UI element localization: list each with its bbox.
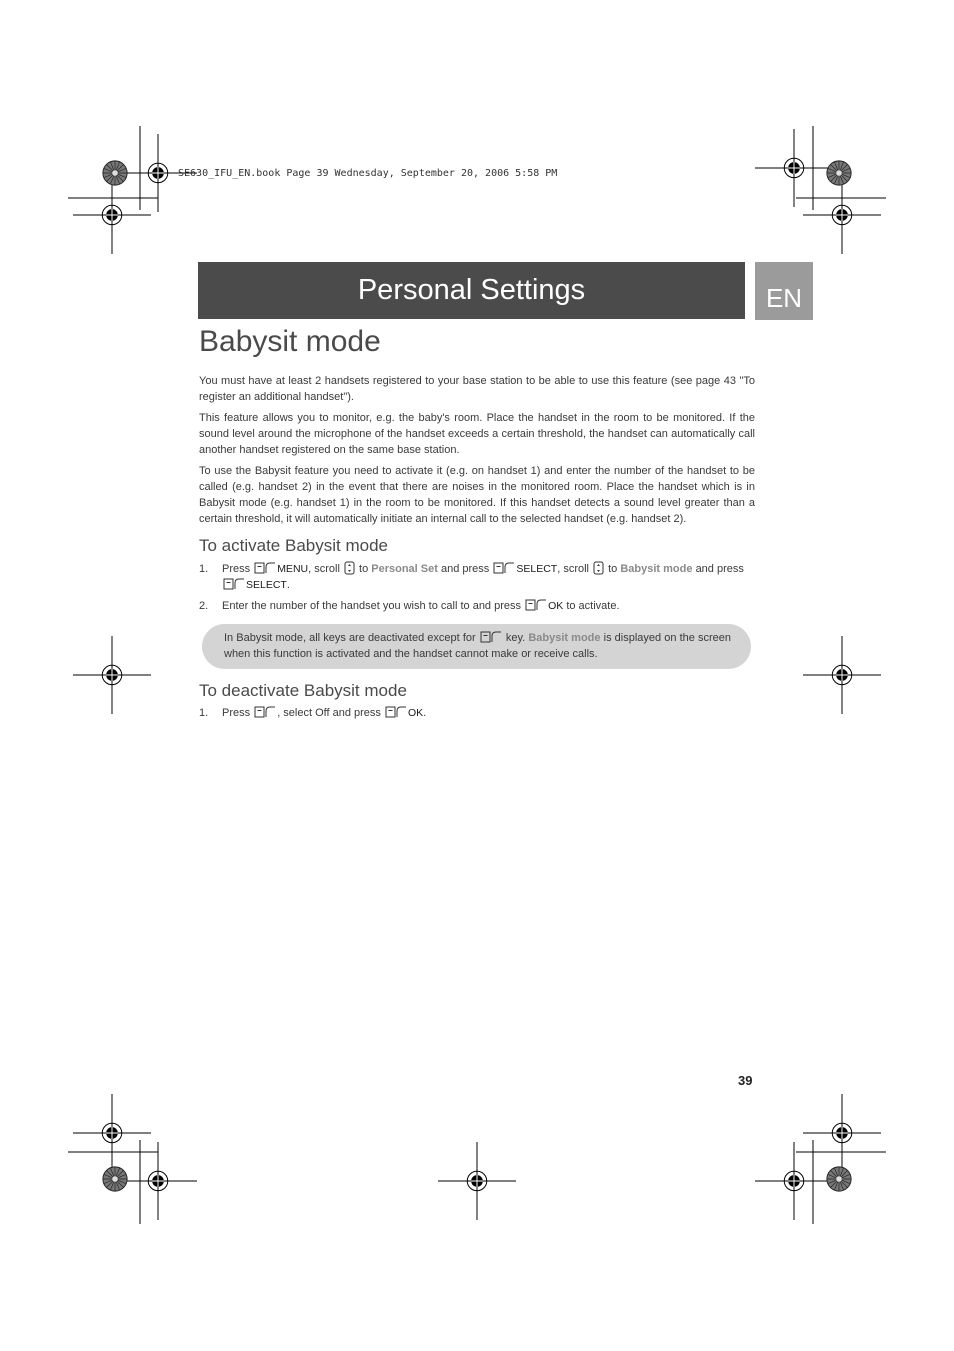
scroll-key-icon	[593, 561, 604, 575]
intro-paragraph: You must have at least 2 handsets registered to your base station to be able to use this feature (see page 43 "To register an additional handset").	[199, 375, 755, 403]
step-text: , scroll	[557, 563, 589, 575]
step-text: , scroll	[308, 563, 340, 575]
step-number: 1.	[199, 563, 209, 575]
note-box	[202, 624, 751, 669]
activate-step-1	[199, 561, 755, 593]
registration-mark-icon	[755, 1142, 833, 1220]
step-number: 2.	[199, 600, 209, 612]
left-softkey-icon	[385, 706, 407, 718]
step-text: and press	[695, 563, 744, 575]
registration-mark-icon	[119, 1142, 197, 1220]
color-rosette-icon	[101, 159, 129, 187]
note-text: In Babysit mode, all keys are deactivated except for	[224, 632, 476, 644]
color-rosette-icon	[101, 1165, 129, 1193]
step-number: 1.	[199, 707, 209, 719]
section-banner	[198, 262, 745, 319]
menu-key-label: MENU	[277, 563, 309, 575]
registration-mark-icon	[803, 636, 881, 714]
left-softkey-icon	[525, 599, 547, 611]
language-tab	[755, 262, 813, 320]
left-softkey-icon	[223, 578, 245, 590]
scroll-key-icon	[344, 561, 355, 575]
language-code: EN	[765, 282, 803, 313]
step-text: and press	[440, 563, 490, 575]
step-text: to	[359, 563, 369, 575]
usage-paragraph: To use the Babysit feature you need to activate it (e.g. on handset 1) and enter the number of the handset to be called (e.g. handset 2) in the event that there are noises in the monitored room. Place the handset which is in Babysit mode (e.g. handset 1) in the room to be monitored. If this handset detects a sound level greater than a certain threshold, it will automatically initiate an internal call to the selected handset (e.g. handset 2).	[199, 465, 755, 525]
step-text: .	[286, 579, 290, 591]
step-text: Press	[222, 707, 251, 719]
registration-mark-icon	[438, 1142, 516, 1220]
ok-key-label: OK	[548, 600, 564, 612]
select-key-label: SELECT	[516, 563, 558, 575]
select-key-label: SELECT	[246, 579, 287, 591]
step-text: to activate.	[566, 600, 620, 612]
step-text: .	[423, 707, 427, 719]
note-text: is displayed on the screen when this function is activated and the handset cannot make or receive calls.	[224, 632, 732, 660]
deactivate-step-1	[199, 705, 755, 721]
registration-mark-icon	[73, 636, 151, 714]
step-text: to	[608, 563, 618, 575]
menu-babysit-mode: Babysit mode	[620, 563, 693, 575]
section-title: Personal Settings	[357, 274, 586, 306]
color-rosette-icon	[825, 1165, 853, 1193]
left-softkey-icon	[493, 562, 515, 574]
left-softkey-icon	[254, 562, 276, 574]
left-softkey-icon	[480, 631, 502, 643]
registration-mark-icon	[803, 176, 881, 254]
deactivate-heading: To deactivate Babysit mode	[199, 681, 407, 700]
description-paragraph: This feature allows you to monitor, e.g. the baby's room. Place the handset in the room to be monitored. If the sound level around the microphone of the handset exceeds a certain threshold, the handset can automatically call another handset registered on the same base station.	[199, 412, 755, 456]
color-rosette-icon	[825, 159, 853, 187]
step-text: Enter the number of the handset you wish to call to and press	[222, 600, 522, 612]
print-header: SE630_IFU_EN.book Page 39 Wednesday, September 20, 2006 5:58 PM	[178, 168, 558, 179]
step-text: , select Off and press	[277, 707, 381, 719]
activate-step-2	[199, 598, 755, 614]
registration-mark-icon	[73, 176, 151, 254]
page-title: Babysit mode	[199, 325, 381, 358]
note-babysit-mode: Babysit mode	[528, 632, 601, 644]
left-softkey-icon	[254, 706, 276, 718]
step-text: Press	[222, 563, 251, 575]
ok-key-label: OK	[408, 707, 424, 719]
menu-personal-set: Personal Set	[371, 563, 438, 575]
page-number: 39	[738, 1073, 753, 1088]
activate-heading: To activate Babysit mode	[199, 536, 388, 555]
note-text: key.	[505, 632, 526, 644]
